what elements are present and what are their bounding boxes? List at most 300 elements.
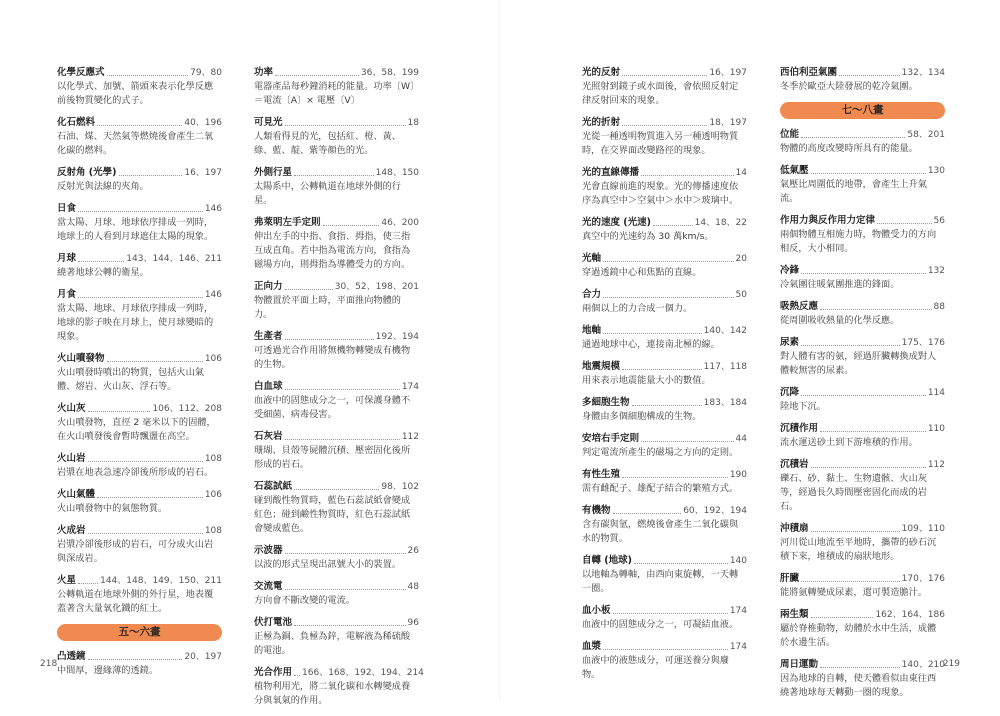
glossary-entry [582, 468, 747, 496]
entry-page-refs: 50 [735, 290, 747, 300]
entry-header [780, 522, 945, 536]
entry-definition: 身體由多個細胞構成的生物。 [582, 411, 702, 422]
entry-term: 月球 [57, 253, 77, 264]
right-page [500, 0, 1000, 700]
entry-term: 安培右手定則 [582, 433, 640, 444]
entry-definition: 光會直線前進的現象。光的傳播速度依序為真空中＞空氣中＞水中＞玻璃中。 [582, 181, 739, 206]
entry-page-refs: 144、148、149、150、211 [100, 576, 222, 586]
entry-header [780, 608, 945, 622]
entry-page-refs: 109、110 [901, 524, 945, 534]
entry-header [254, 380, 419, 394]
entry-page-refs: 130 [927, 166, 945, 176]
entry-definition: 中間厚，邊緣薄的透鏡。 [57, 665, 159, 676]
entry-page-refs: 174 [401, 382, 419, 392]
dot-leader [88, 411, 151, 412]
entry-term: 火星 [57, 575, 77, 586]
entry-header [780, 214, 945, 228]
entry-header [780, 422, 945, 436]
entry-term: 月食 [57, 289, 77, 300]
entry-page-refs: 166、168、192、194、214 [302, 668, 424, 678]
entry-definition: 物體置於平面上時，平面推向物體的力。 [254, 295, 401, 320]
entry-term: 血小板 [582, 605, 611, 616]
entry-page-refs: 174 [729, 606, 747, 616]
entry-definition: 流水運送砂土到下游堆積的作用。 [780, 437, 918, 448]
entry-header [254, 430, 419, 444]
entry-header [57, 252, 222, 266]
entry-header [57, 650, 222, 664]
entry-definition: 碰到酸性物質時，藍色石蕊試紙會變成紅色；碰到鹼性物質時，紅色石蕊試紙會變成藍色。 [254, 495, 411, 534]
dot-leader [285, 389, 400, 390]
dot-leader [801, 137, 905, 138]
entry-term: 弗萊明左手定則 [254, 217, 321, 228]
entry-header [780, 66, 945, 80]
glossary-entry [57, 452, 222, 480]
entry-page-refs: 58、201 [907, 130, 945, 140]
entry-page-refs: 56 [933, 216, 945, 226]
entry-page-refs: 16、197 [184, 168, 222, 178]
dot-leader [653, 225, 693, 226]
entry-header [582, 288, 747, 302]
entry-page-refs: 108 [204, 526, 222, 536]
glossary-entry [780, 264, 945, 292]
left-column-2 [254, 66, 424, 716]
entry-header [57, 66, 222, 80]
dot-leader [323, 225, 380, 226]
entry-term: 反射角 (光學) [57, 167, 117, 178]
dot-leader [820, 309, 932, 310]
entry-definition: 從周圍吸收熱量的化學反應。 [780, 315, 900, 326]
glossary-entry [582, 288, 747, 316]
entry-definition: 岩漿在地表急速冷卻後所形成的岩石。 [57, 467, 214, 478]
entry-term: 沉積作用 [780, 423, 819, 434]
entry-page-refs: 112 [927, 460, 945, 470]
dot-leader [801, 273, 926, 274]
dot-leader [613, 513, 682, 514]
entry-definition: 能將氨轉變成尿素，還可製造膽汁。 [780, 587, 927, 598]
dot-leader [285, 125, 406, 126]
page-number: 219 [942, 659, 960, 669]
entry-page-refs: 106 [204, 490, 222, 500]
entry-page-refs: 170、176 [901, 574, 945, 584]
entry-page-refs: 110 [927, 424, 945, 434]
entry-header [780, 264, 945, 278]
entry-header [780, 336, 945, 350]
dot-leader [294, 675, 300, 676]
dot-leader [285, 439, 400, 440]
entry-term: 吸熱反應 [780, 301, 819, 312]
entry-definition: 珊瑚、貝殼等屍體沉積、壓密固化後所形成的岩石。 [254, 445, 411, 470]
glossary-entry [780, 422, 945, 450]
glossary-entry [254, 216, 419, 272]
entry-term: 外側行星 [254, 167, 293, 178]
entry-term: 冷鋒 [780, 265, 800, 276]
entry-header [582, 216, 747, 230]
right-column-2 [780, 66, 945, 708]
dot-leader [603, 297, 734, 298]
glossary-entry [582, 640, 747, 682]
entry-header [254, 66, 419, 80]
entry-header [582, 640, 747, 654]
entry-header [57, 452, 222, 466]
section-header: 七～八畫 [780, 102, 945, 119]
entry-header [582, 554, 747, 568]
entry-header [57, 574, 222, 588]
glossary-entry [57, 574, 222, 616]
entry-term: 沉積岩 [780, 459, 809, 470]
entry-definition: 屬於脊椎動物，幼體於水中生活，成體於水邊生活。 [780, 623, 937, 648]
entry-definition: 兩個物體互相施力時，物體受力的方向相反，大小相同。 [780, 229, 937, 254]
entry-header [254, 280, 419, 294]
entry-header [57, 524, 222, 538]
glossary-entry [582, 604, 747, 632]
glossary-entry [780, 128, 945, 156]
entry-term: 光軸 [582, 253, 602, 264]
dot-leader [634, 563, 728, 564]
entry-definition: 用來表示地震能量大小的數值。 [582, 375, 711, 386]
entry-term: 光的折射 [582, 117, 621, 128]
entry-definition: 太陽系中，公轉軌道在地球外側的行星。 [254, 181, 401, 206]
dot-leader [97, 125, 182, 126]
entry-definition: 光從一種透明物質進入另一種透明物質時，在交界面改變路徑的現象。 [582, 131, 739, 156]
entry-header [780, 300, 945, 314]
entry-definition: 冷氣團往暖氣團推進的鋒面。 [780, 279, 900, 290]
entry-definition: 血液中的液態成分，可運送養分與廢物。 [582, 655, 729, 680]
dot-leader [622, 75, 707, 76]
dot-leader [603, 261, 734, 262]
entry-definition: 可透過光合作用將無機物轉變成有機物的生物。 [254, 345, 411, 370]
glossary-entry [57, 252, 222, 280]
entry-term: 有性生殖 [582, 469, 621, 480]
dot-leader [78, 261, 124, 262]
glossary-entry [254, 666, 424, 708]
entry-term: 示波器 [254, 545, 283, 556]
entry-definition: 冬季於歐亞大陸發展的乾冷氣團。 [780, 81, 918, 92]
entry-header [57, 402, 222, 416]
dot-leader [603, 649, 728, 650]
entry-term: 火山氣體 [57, 489, 96, 500]
dot-leader [285, 289, 333, 290]
entry-page-refs: 16、197 [709, 68, 747, 78]
entry-page-refs: 140、210 [901, 660, 945, 670]
dot-leader [622, 369, 702, 370]
entry-definition: 繞著地球公轉的衛星。 [57, 267, 149, 278]
dot-leader [603, 333, 702, 334]
entry-page-refs: 30、52、198、201 [334, 282, 419, 292]
entry-term: 自轉 (地球) [582, 555, 632, 566]
entry-header [57, 116, 222, 130]
entry-definition: 兩個以上的力合成一個力。 [582, 303, 693, 314]
dot-leader [613, 613, 728, 614]
glossary-entry [582, 504, 747, 546]
glossary-entry [582, 554, 747, 596]
entry-definition: 物體的高度改變時所具有的能量。 [780, 143, 918, 154]
entry-header [582, 66, 747, 80]
glossary-entry [582, 166, 747, 208]
entry-header [254, 666, 424, 680]
glossary-entry [780, 300, 945, 328]
entry-header [254, 616, 419, 630]
glossary-entry [57, 288, 222, 344]
dot-leader [622, 477, 728, 478]
entry-definition: 需有雌配子、雄配子結合的繁殖方式。 [582, 483, 739, 494]
entry-term: 白血球 [254, 381, 283, 392]
entry-page-refs: 146 [204, 204, 222, 214]
glossary-entry [254, 580, 419, 608]
entry-header [582, 166, 747, 180]
glossary-entry [57, 402, 222, 444]
entry-term: 周日運動 [780, 659, 819, 670]
dot-leader [811, 173, 926, 174]
entry-definition: 含有碳與氫，燃燒後會產生二氧化碳與水的物質。 [582, 519, 739, 544]
dot-leader [622, 125, 707, 126]
glossary-entry [582, 396, 747, 424]
entry-page-refs: 183、184 [703, 398, 747, 408]
entry-definition: 氣壓比周圍低的地帶，會產生上升氣流。 [780, 179, 927, 204]
entry-definition: 光照射到鏡子或水面後，會依照反射定律反射回來的現象。 [582, 81, 739, 106]
entry-header [780, 128, 945, 142]
entry-page-refs: 46、200 [381, 218, 419, 228]
entry-term: 日食 [57, 203, 77, 214]
entry-header [254, 544, 419, 558]
dot-leader [801, 581, 900, 582]
glossary-entry [780, 66, 945, 94]
entry-header [254, 166, 419, 180]
entry-term: 凸透鏡 [57, 651, 86, 662]
entry-header [780, 164, 945, 178]
dot-leader [107, 361, 203, 362]
entry-definition: 反射光與法線的夾角。 [57, 181, 149, 192]
dot-leader [294, 489, 379, 490]
entry-term: 低氣壓 [780, 165, 809, 176]
entry-term: 兩生類 [780, 609, 809, 620]
glossary-entry [254, 544, 419, 572]
entry-definition: 以地軸為轉軸，由西向東旋轉，一天轉一圈。 [582, 569, 739, 594]
entry-term: 西伯利亞氣團 [780, 67, 838, 78]
entry-term: 沉降 [780, 387, 800, 398]
entry-header [57, 488, 222, 502]
glossary-entry [780, 658, 945, 700]
entry-header [57, 166, 222, 180]
glossary-entry [57, 352, 222, 394]
entry-term: 光的速度 (光速) [582, 217, 651, 228]
entry-definition: 植物利用光，將二氧化碳和水轉變成養分與氧氣的作用。 [254, 681, 411, 706]
entry-page-refs: 140 [729, 556, 747, 566]
entry-definition: 正極為銅、負極為鋅，電解液為稀硫酸的電池。 [254, 631, 411, 656]
entry-term: 血漿 [582, 641, 602, 652]
entry-header [582, 324, 747, 338]
glossary-entry [57, 650, 222, 678]
dot-leader [294, 625, 406, 626]
entry-header [582, 604, 747, 618]
entry-page-refs: 190 [729, 470, 747, 480]
entry-term: 肝臟 [780, 573, 800, 584]
glossary-entry [254, 166, 419, 208]
dot-leader [97, 497, 203, 498]
entry-page-refs: 108 [204, 454, 222, 464]
dot-leader [820, 667, 900, 668]
section-header: 五～六畫 [57, 624, 222, 641]
dot-leader [285, 339, 374, 340]
entry-definition: 血液中的固態成分之一，可凝結血液。 [582, 619, 739, 630]
entry-definition: 真空中的光速約為 30 萬km/s。 [582, 231, 714, 242]
entry-definition: 公轉軌道在地球外側的外行星，地表覆蓋著含大量氧化鐵的紅土。 [57, 589, 214, 614]
glossary-entry [57, 116, 222, 158]
entry-term: 生產者 [254, 331, 283, 342]
entry-page-refs: 132、134 [901, 68, 945, 78]
entry-term: 尿素 [780, 337, 800, 348]
entry-header [582, 252, 747, 266]
entry-page-refs: 14 [735, 168, 747, 178]
entry-definition: 通過地球中心，連接南北極的線。 [582, 339, 720, 350]
glossary-entry [582, 66, 747, 108]
glossary-entry [254, 330, 419, 372]
entry-definition: 對人體有害的氨，經過肝臟轉換成對人體較無害的尿素。 [780, 351, 937, 376]
entry-header [582, 360, 747, 374]
glossary-entry [254, 430, 419, 472]
entry-page-refs: 20、197 [184, 652, 222, 662]
entry-definition: 當太陽、月球、地球依序排成一列時，地球上的人看到月球遮住太陽的現象。 [57, 217, 214, 242]
entry-term: 有機物 [582, 505, 611, 516]
glossary-entry [582, 116, 747, 158]
entry-term: 光的直線傳播 [582, 167, 640, 178]
glossary-entry [780, 608, 945, 650]
glossary-entry [57, 202, 222, 244]
entry-term: 地震規模 [582, 361, 621, 372]
glossary-entry [57, 524, 222, 566]
entry-page-refs: 148、150 [375, 168, 419, 178]
entry-page-refs: 14、18、22 [694, 218, 747, 228]
entry-definition: 穿過透鏡中心和焦點的直線。 [582, 267, 702, 278]
glossary-entry [780, 572, 945, 600]
glossary-entry [780, 458, 945, 514]
dot-leader [839, 75, 900, 76]
entry-header [780, 458, 945, 472]
entry-term: 功率 [254, 67, 274, 78]
entry-term: 沖積扇 [780, 523, 809, 534]
entry-term: 合力 [582, 289, 602, 300]
page-number: 218 [40, 659, 58, 669]
entry-definition: 因為地球的自轉，使天體看似由東往西繞著地球每天轉動一圈的現象。 [780, 673, 937, 698]
entry-term: 正向力 [254, 281, 283, 292]
entry-header [780, 572, 945, 586]
entry-term: 作用力與反作用力定律 [780, 215, 876, 226]
entry-page-refs: 98、102 [381, 482, 419, 492]
dot-leader [811, 617, 874, 618]
entry-definition: 河川從山地流至平地時，攜帶的砂石沉積下來，堆積成的扇狀地形。 [780, 537, 937, 562]
dot-leader [801, 345, 900, 346]
glossary-entry [254, 380, 419, 422]
glossary-entry [582, 360, 747, 388]
dot-leader [641, 175, 734, 176]
entry-page-refs: 106、112、208 [152, 404, 222, 414]
entry-page-refs: 112 [401, 432, 419, 442]
entry-header [254, 580, 419, 594]
glossary-entry [582, 324, 747, 352]
glossary-entry [254, 616, 419, 658]
entry-page-refs: 48 [407, 582, 419, 592]
dot-leader [632, 405, 702, 406]
entry-definition: 以化學式、加號、箭頭來表示化學反應前後物質變化的式子。 [57, 81, 214, 106]
left-page [0, 0, 500, 706]
entry-term: 火山噴發物 [57, 353, 105, 364]
entry-definition: 人類看得見的光，包括紅、橙、黃、綠、藍、靛、紫等顏色的光。 [254, 131, 401, 156]
entry-definition: 方向會不斷改變的電流。 [254, 595, 356, 606]
entry-page-refs: 192、194 [375, 332, 419, 342]
entry-page-refs: 174 [729, 642, 747, 652]
entry-header [582, 116, 747, 130]
entry-term: 多細胞生物 [582, 397, 630, 408]
glossary-entry [780, 164, 945, 206]
entry-page-refs: 20 [735, 254, 747, 264]
entry-page-refs: 132 [927, 266, 945, 276]
dot-leader [78, 583, 98, 584]
dot-leader [285, 553, 406, 554]
entry-term: 交流電 [254, 581, 283, 592]
glossary-entry [582, 432, 747, 460]
entry-header [254, 480, 419, 494]
entry-page-refs: 175、176 [901, 338, 945, 348]
entry-page-refs: 40、196 [184, 118, 222, 128]
dot-leader [294, 175, 374, 176]
entry-header [254, 116, 419, 130]
entry-definition: 火山噴發時噴出的物質，包括火山氣體、熔岩、火山灰、浮石等。 [57, 367, 204, 392]
entry-term: 可見光 [254, 117, 283, 128]
glossary-entry [254, 480, 419, 536]
dot-leader [119, 175, 183, 176]
entry-page-refs: 117、118 [703, 362, 747, 372]
entry-definition: 火山噴發物中的氣態物質。 [57, 503, 168, 514]
entry-page-refs: 140、142 [703, 326, 747, 336]
dot-leader [811, 467, 926, 468]
entry-page-refs: 96 [407, 618, 419, 628]
dot-leader [107, 75, 189, 76]
entry-header [582, 468, 747, 482]
entry-page-refs: 162、164、186 [875, 610, 945, 620]
entry-header [582, 396, 747, 410]
entry-definition: 判定電流所產生的磁場之方向的定則。 [582, 447, 739, 458]
dot-leader [88, 533, 203, 534]
entry-header [582, 504, 747, 518]
entry-definition: 血液中的固態成分之一，可保護身體不受細菌、病毒侵害。 [254, 395, 411, 420]
entry-page-refs: 18 [407, 118, 419, 128]
entry-header [57, 352, 222, 366]
entry-page-refs: 18、197 [709, 118, 747, 128]
dot-leader [641, 441, 734, 442]
entry-term: 化學反應式 [57, 67, 105, 78]
entry-term: 化石燃料 [57, 117, 96, 128]
dot-leader [820, 431, 926, 432]
dot-leader [78, 211, 203, 212]
entry-page-refs: 146 [204, 290, 222, 300]
dot-leader [88, 461, 203, 462]
entry-term: 光合作用 [254, 667, 293, 678]
glossary-entry [254, 280, 419, 322]
entry-page-refs: 106 [204, 354, 222, 364]
glossary-entry [57, 166, 222, 194]
entry-page-refs: 36、58、199 [360, 68, 419, 78]
dot-leader [877, 223, 932, 224]
glossary-entry [254, 116, 419, 158]
entry-term: 火成岩 [57, 525, 86, 536]
entry-term: 光的反射 [582, 67, 621, 78]
glossary-entry [57, 66, 222, 108]
entry-definition: 陸地下沉。 [780, 401, 826, 412]
entry-term: 石蕊試紙 [254, 481, 293, 492]
glossary-entry [582, 216, 747, 244]
entry-page-refs: 88 [933, 302, 945, 312]
entry-term: 地軸 [582, 325, 602, 336]
entry-definition: 礫石、砂、黏土、生物遺骸、火山灰等，經過長久時間壓密固化而成的岩石。 [780, 473, 927, 512]
